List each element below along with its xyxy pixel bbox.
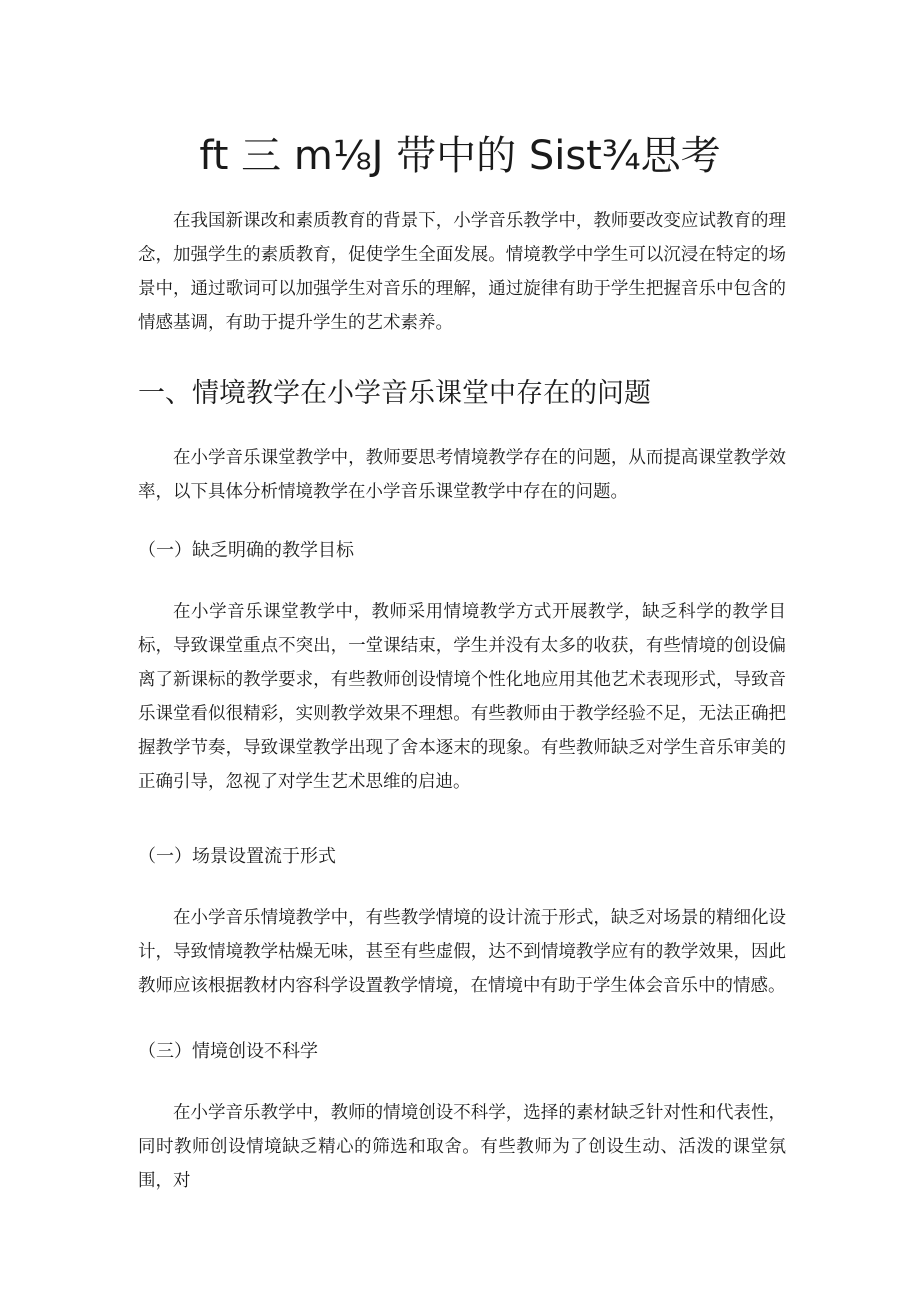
subsection-heading-3: （三）情境创设不科学	[138, 1041, 318, 1062]
intro-paragraph: 在我国新课改和素质教育的背景下，小学音乐教学中，教师要改变应试教育的理念，加强学生的素质教育，促使学生全面发展。情境教学中学生可以沉浸在特定的场景中，通过歌词可以加强学生对音乐的理解，通过旋律有助于学生把握音乐中包含的情感基调，有助于提升学生的艺术素养。	[138, 211, 786, 333]
section-heading: 一、情境教学在小学音乐课堂中存在的问题	[138, 378, 651, 409]
section-intro-paragraph: 在小学音乐课堂教学中，教师要思考情境教学存在的问题，从而提高课堂教学效率，以下具体分析情境教学在小学音乐课堂教学中存在的问题。	[138, 448, 786, 502]
subsection-heading-2: （一）场景设置流于形式	[138, 846, 336, 867]
document-title: ft 三 m⅛J 带中的 Sist¾思考	[199, 133, 721, 179]
subsection-heading-1: （一）缺乏明确的教学目标	[138, 540, 354, 561]
subsection-paragraph-2: 在小学音乐情境教学中，有些教学情境的设计流于形式，缺乏对场景的精细化设计，导致情境教学枯燥无味，甚至有些虚假，达不到情境教学应有的教学效果，因此教师应该根据教材内容科学设置教学情境，在情境中有助于学生体会音乐中的情感。	[138, 908, 786, 996]
subsection-paragraph-1: 在小学音乐课堂教学中，教师采用情境教学方式开展教学，缺乏科学的教学目标，导致课堂重点不突出，一堂课结束，学生并没有太多的收获，有些情境的创设偏离了新课标的教学要求，有些教师创设情境个性化地应用其他艺术表现形式，导致音乐课堂看似很精彩，实则教学效果不理想。有些教师由于教学经验不足，无法正确把握教学节奏，导致课堂教学出现了舍本逐末的现象。有些教师缺乏对学生音乐审美的正确引导，忽视了对学生艺术思维的启迪。	[138, 602, 786, 792]
subsection-paragraph-3: 在小学音乐教学中，教师的情境创设不科学，选择的素材缺乏针对性和代表性，同时教师创设情境缺乏精心的筛选和取舍。有些教师为了创设生动、活泼的课堂氛围，对	[138, 1103, 786, 1191]
